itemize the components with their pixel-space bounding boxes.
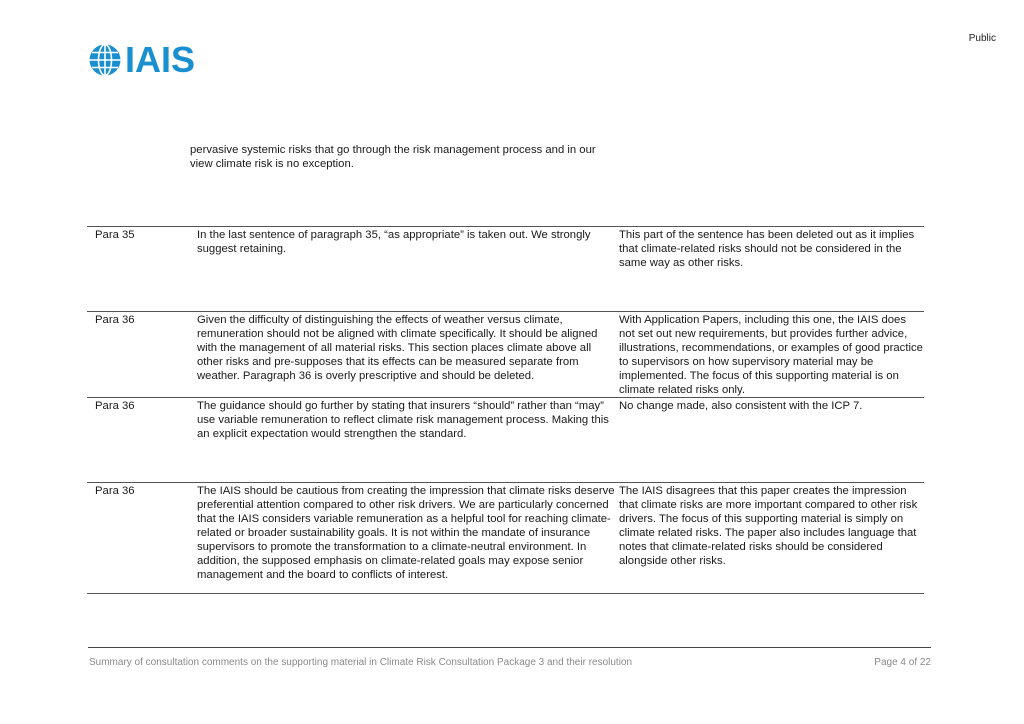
table-row [87,312,924,398]
comment-cell: The IAIS should be cautious from creating the impression that climate risks deserve preferential attention compared to other risk drivers. We are particularly concerned that the IAIS considers variable remuneration as a helpful tool for reaching climate-related or broader sustainability goals. It is not within the mandate of insurance supervisors to promote the transformation to a climate-neutral environment. In addition, the supposed emphasis on climate-related goals may expose senior management and the board to conflicts of interest. [197,483,617,594]
para-reference: Para 36 [95,400,135,412]
logo-wordmark: IAIS [125,39,196,80]
table-row [87,483,924,594]
globe-icon [88,43,122,77]
iais-logo [88,39,196,80]
comment-cell: The guidance should go further by stating that insurers “should” rather than “may” use variable remuneration to reflect climate risk management process. Making this an explicit expectation would strengthen the standard. [197,400,609,440]
table-row [87,398,924,483]
comments-table [87,226,924,594]
table-row [87,227,924,312]
footer-document-title: Summary of consultation comments on the supporting material in Climate Risk Consultation Package 3 and their resolution [89,657,633,668]
resolution-cell: No change made, also consistent with the ICP 7. [619,400,863,412]
para-reference: Para 36 [95,314,135,326]
resolution-cell: The IAIS disagrees that this paper creates the impression that climate risks are more important compared to other risk drivers. The focus of this supporting material is simply on climate related risks. The paper also includes language that notes that climate-related risks should be considered alongside other risks. [617,483,924,594]
comment-cell: In the last sentence of paragraph 35, “as appropriate” is taken out. We strongly suggest retaining. [197,229,591,255]
page-number: Page 4 of 22 [874,657,931,668]
para-reference: Para 35 [95,229,135,241]
resolution-cell: This part of the sentence has been deleted out as it implies that climate-related risks should not be considered in the same way as other risks. [619,229,915,269]
resolution-cell: With Application Papers, including this one, the IAIS does not set out new requirements, but provides further advice, illustrations, recommendations, or examples of good practice to supervisors on how supervisory material may be implemented. The focus of this supporting material is on climate related risks only. [619,314,923,396]
footer-divider [88,647,931,648]
comment-cell: Given the difficulty of distinguishing the effects of weather versus climate, remuneration should not be aligned with climate specifically. It should be aligned with the management of all material risks. This section places climate above all other risks and pre-supposes that its effects can be measured separate from weather. Paragraph 36 is overly prescriptive and should be deleted. [197,314,598,382]
classification-label: Public [968,33,996,44]
continued-comment-text: pervasive systemic risks that go through the risk management process and in our view climate risk is no exception. [190,144,596,170]
para-reference: Para 36 [87,483,197,594]
